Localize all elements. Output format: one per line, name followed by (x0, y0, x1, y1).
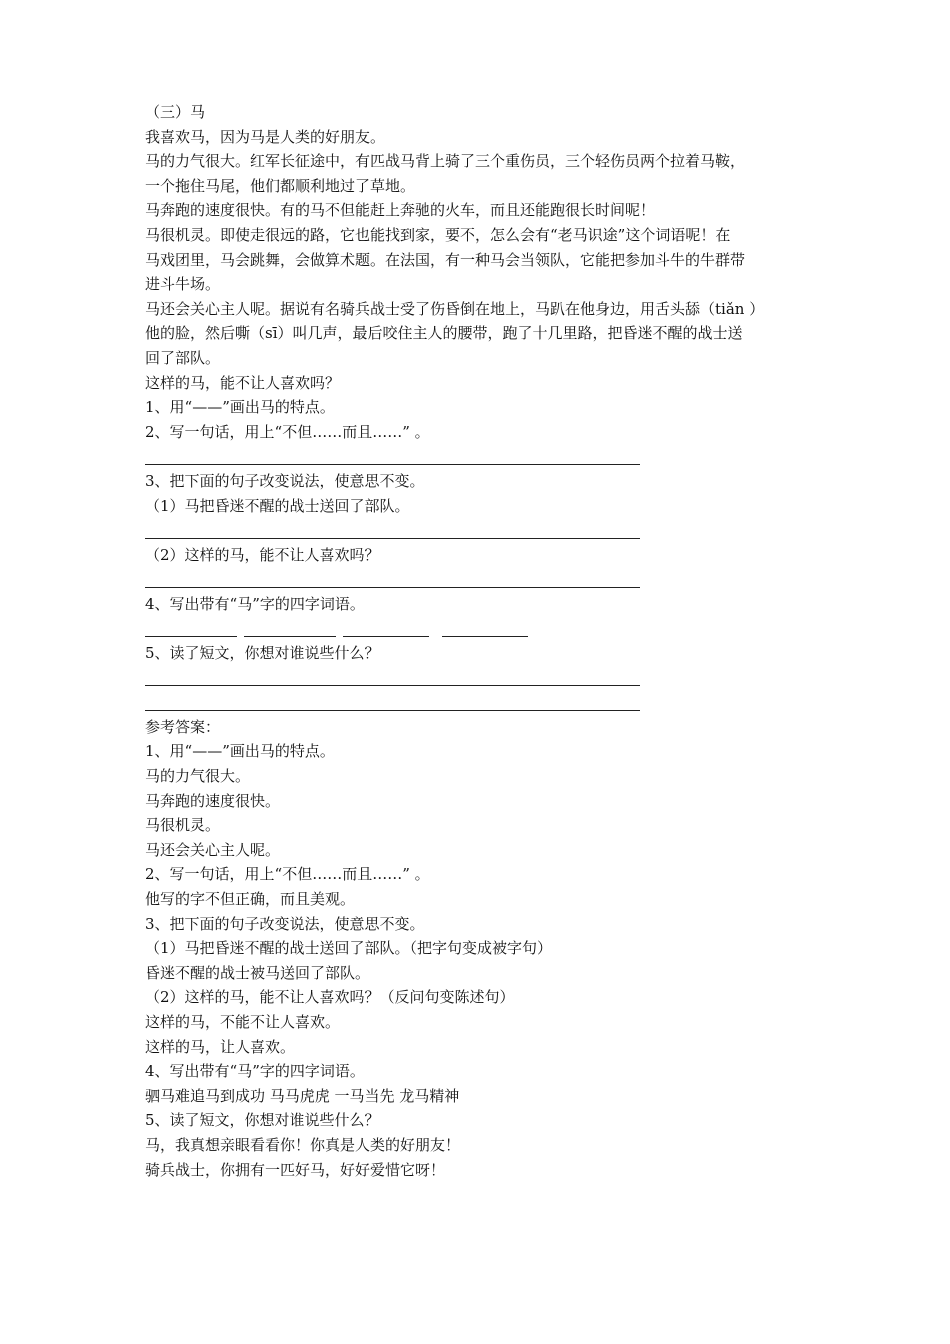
answer-line: 他写的字不但正确，而且美观。 (145, 890, 356, 908)
passage-paragraph: 我喜欢马，因为马是人类的好朋友。 (145, 127, 386, 146)
answer-line-q5-a[interactable] (145, 666, 820, 691)
question-1: 1、用“——”画出马的特点。 (145, 398, 335, 417)
question-2: 2、写一句话，用上“不但……而且……” 。 (145, 422, 430, 441)
answer-underline (145, 464, 640, 465)
answer-underline (145, 685, 640, 686)
answer-underline (145, 538, 640, 539)
answer-line: 驷马难追马到成功 马马虎虎 一马当先 龙马精神 (145, 1086, 460, 1105)
answer-line: （1）马把昏迷不醒的战士送回了部队。（把字句变成被字句） (145, 939, 553, 958)
answers-heading: 参考答案： (145, 717, 221, 736)
passage-paragraph: 他的脸，然后嘶（sī）叫几声，最后咬住主人的腰带，跑了十几里路，把昏迷不醒的战士送 (145, 324, 743, 343)
answer-line: （2）这样的马，能不让人喜欢吗？（反问句变陈述句） (145, 988, 515, 1007)
passage-paragraph: 一个拖住马尾，他们都顺利地过了草地。 (145, 176, 416, 195)
answer-line-q3-1[interactable] (145, 518, 820, 543)
passage-paragraph: 马还会关心主人呢。据说有名骑兵战士受了伤昏倒在地上，马趴在他身边，用舌头舔（tiǎn ） (145, 299, 765, 318)
answer-line: 骑兵战士，你拥有一匹好马，好好爱惜它呀！ (145, 1160, 446, 1179)
document-content (145, 100, 820, 1182)
passage-paragraph: 这样的马，能不让人喜欢吗？ (145, 373, 341, 392)
answer-line: 马还会关心主人呢。 (145, 840, 281, 859)
answer-blank-2[interactable] (244, 636, 336, 637)
passage-paragraph: 马戏团里，马会跳舞，会做算术题。在法国，有一种马会当领队，它能把参加斗牛的牛群带 (145, 250, 746, 269)
question-3-1: （1）马把昏迷不醒的战士送回了部队。 (145, 496, 410, 515)
answer-line: 这样的马，让人喜欢。 (145, 1037, 296, 1056)
answer-line: 马的力气很大。 (145, 767, 251, 786)
answer-line: 马奔跑的速度很快。 (145, 791, 281, 810)
question-3-2: （2）这样的马，能不让人喜欢吗？ (145, 545, 380, 564)
answer-line-q2[interactable] (145, 444, 820, 469)
answer-line: 这样的马，不能不让人喜欢。 (145, 1012, 341, 1031)
answer-line: 3、把下面的句子改变说法，使意思不变。 (145, 914, 425, 933)
passage-paragraph: 马的力气很大。红军长征途中，有匹战马背上骑了三个重伤员，三个轻伤员两个拉着马鞍， (145, 152, 746, 171)
answer-underline (145, 587, 640, 588)
passage-paragraph: 马奔跑的速度很快。有的马不但能赶上奔驰的火车，而且还能跑很长时间呢！ (145, 201, 656, 220)
answer-line: 马很机灵。 (145, 816, 221, 835)
answer-line: 2、写一句话，用上“不但……而且……” 。 (145, 865, 430, 884)
answer-blanks-q4 (145, 616, 820, 641)
passage-title: （三）马 (145, 103, 206, 121)
question-4: 4、写出带有“马”字的四字词语。 (145, 594, 365, 613)
passage-paragraph: 马很机灵。即使走很远的路，它也能找到家，要不，怎么会有“老马识途”这个词语呢！在 (145, 225, 731, 244)
answer-underline (145, 710, 640, 711)
question-5: 5、读了短文，你想对谁说些什么？ (145, 644, 380, 663)
answer-line-q3-2[interactable] (145, 567, 820, 592)
question-3: 3、把下面的句子改变说法，使意思不变。 (145, 471, 425, 490)
answer-line: 马，我真想亲眼看看你！你真是人类的好朋友！ (145, 1135, 461, 1154)
answer-blank-1[interactable] (145, 636, 237, 637)
answer-blank-4[interactable] (442, 636, 528, 637)
answer-line: 5、读了短文，你想对谁说些什么？ (145, 1111, 380, 1130)
answer-line: 昏迷不醒的战士被马送回了部队。 (145, 963, 371, 982)
answer-line: 1、用“——”画出马的特点。 (145, 742, 335, 761)
answer-blank-3[interactable] (343, 636, 429, 637)
passage-paragraph: 进斗牛场。 (145, 275, 221, 294)
passage-paragraph: 回了部队。 (145, 348, 221, 367)
answer-line-q5-b[interactable] (145, 690, 820, 715)
answer-line: 4、写出带有“马”字的四字词语。 (145, 1062, 365, 1081)
